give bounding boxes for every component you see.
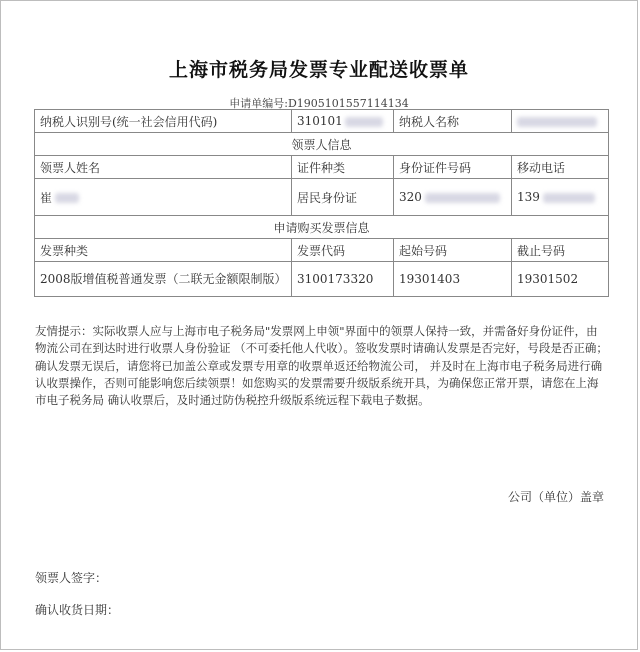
invoice-type-label: 发票种类: [35, 239, 292, 262]
end-number-value: 19301502: [512, 262, 609, 297]
notice-text: 友情提示：实际收票人应与上海市电子税务局"发票网上申领"界面中的领票人保持一致，并需备好身份证件，由物流公司在到达时进行收票人身份验证 （不可委托他人代收）。签收发票时请确认发票是否完好，号段是否正确；确认发票无误后，请您将已加盖公章或发票专用章的收票单返还给物流公司， 并及时在上海市电子税务局进行确认收票操作，否则可能影响您后续领票！如您购买的发票需要升级版系统开具，为确保您正常开票，请您在上海市电子税务局 确认收票后，及时通过防伪税控升级版系统远程下载电子数据。: [35, 324, 608, 408]
table-row: [35, 239, 609, 262]
company-stamp-label: 公司（单位）盖章: [507, 490, 604, 504]
taxpayer-id-cell: [292, 110, 394, 133]
end-number-label: 截止号码: [512, 239, 609, 262]
taxpayer-name-cell: [512, 110, 609, 133]
table-row: [35, 262, 609, 297]
redacted-mark: [517, 117, 597, 127]
id-type-label: 证件种类: [292, 156, 394, 179]
recipient-signature-label: 领票人签字：: [35, 571, 108, 585]
redacted-mark: [543, 193, 595, 203]
taxpayer-id-value: 310101: [297, 114, 343, 128]
invoice-code-label: 发票代码: [292, 239, 394, 262]
redacted-mark: [55, 193, 79, 203]
recipient-name-cell: [35, 179, 292, 216]
redacted-mark: [345, 117, 383, 127]
id-type-value: 居民身份证: [292, 179, 394, 216]
application-number: 申请单编号:D1905101557114134: [229, 97, 409, 110]
table-row: [35, 179, 609, 216]
mobile-value: 139: [517, 190, 540, 204]
id-number-label: 身份证件号码: [394, 156, 512, 179]
id-number-cell: [394, 179, 512, 216]
form-title: 上海市税务局发票专业配送收票单: [168, 59, 469, 81]
table-row: [35, 156, 609, 179]
recipient-name-value: 崔: [40, 190, 53, 205]
start-number-label: 起始号码: [394, 239, 512, 262]
mobile-cell: [512, 179, 609, 216]
start-number-value: 19301403: [394, 262, 512, 297]
mobile-label: 移动电话: [512, 156, 609, 179]
recipient-section-header: 领票人信息: [35, 133, 609, 156]
table-row: [35, 110, 609, 133]
table-row: [35, 133, 609, 156]
id-number-value: 320: [399, 190, 422, 204]
purchase-section-header: 申请购买发票信息: [35, 216, 609, 239]
invoice-code-value: 3100173320: [292, 262, 394, 297]
taxpayer-name-label: 纳税人名称: [394, 110, 512, 133]
table-row: [35, 216, 609, 239]
receipt-table: [34, 109, 609, 297]
taxpayer-id-label: 纳税人识别号(统一社会信用代码): [35, 110, 292, 133]
invoice-type-value: 2008版增值税普通发票（二联无金额限制版）: [35, 262, 292, 297]
receipt-date-label: 确认收货日期：: [35, 603, 120, 617]
redacted-mark: [425, 193, 500, 203]
recipient-name-label: 领票人姓名: [35, 156, 292, 179]
